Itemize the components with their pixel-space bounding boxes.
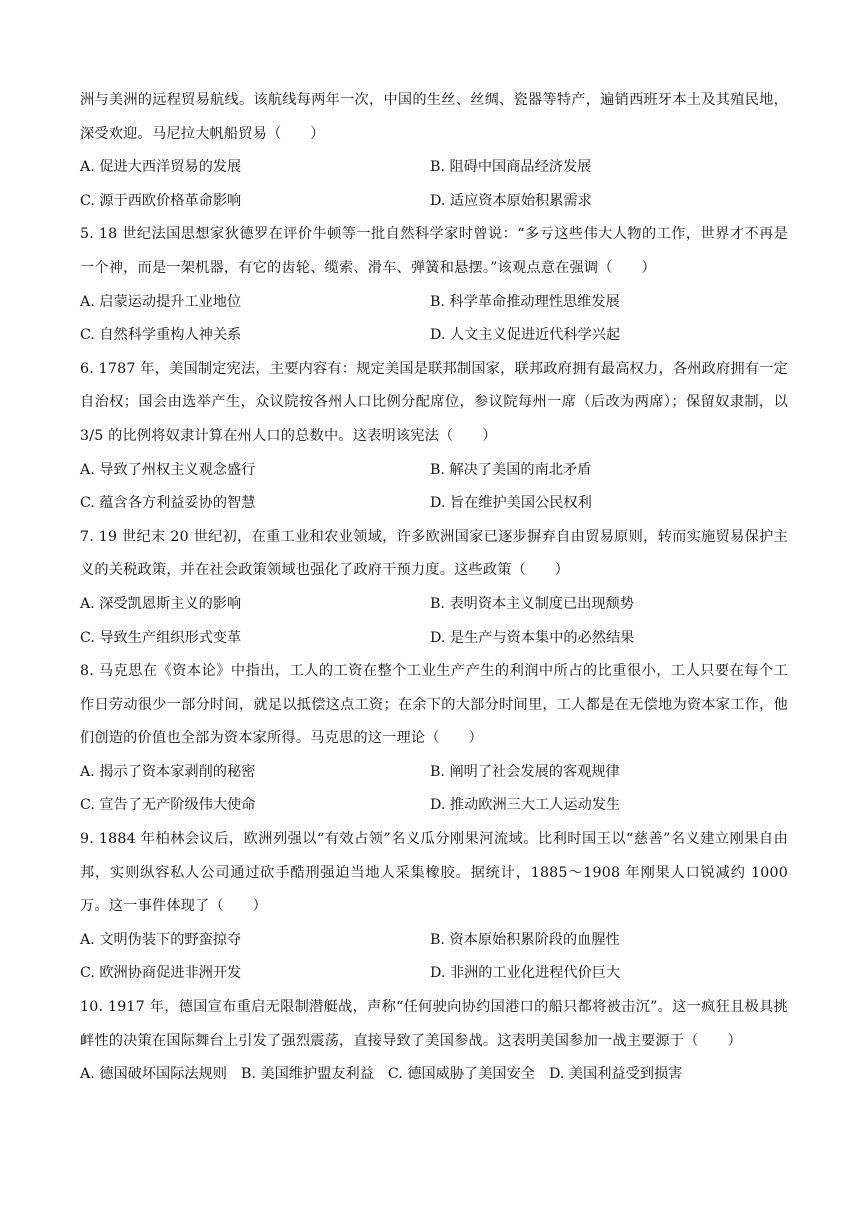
- option-b: B. 美国维护盟友利益: [240, 1066, 374, 1083]
- option-d: D. 是生产与资本集中的必然结果: [430, 629, 635, 646]
- question-5-options: [80, 286, 788, 353]
- option-a: A. 导致了州权主义观念盛行: [80, 461, 256, 478]
- option-a: A. 深受凯恩斯主义的影响: [80, 595, 242, 612]
- option-c: C. 源于西欧价格革命影响: [80, 192, 242, 209]
- option-b: B. 阐明了社会发展的客观规律: [430, 763, 620, 780]
- option-a: A. 德国破坏国际法规则: [80, 1066, 227, 1083]
- option-b: B. 阻碍中国商品经济发展: [430, 159, 592, 176]
- question-7-stem: 7. 19 世纪末 20 世纪初，在重工业和农业领域，许多欧洲国家已逐步摒弃自由贸易原则，转而实施贸易保护主义的关税政策，并在社会政策领域也强化了政府干预力度。这些政策（ ）: [80, 528, 788, 579]
- question-4-stem-continued: [80, 84, 788, 151]
- option-d: D. 适应资本原始积累需求: [430, 192, 592, 209]
- stem-line: 民地，深受欢迎。马尼拉大帆船贸易（ ）: [80, 92, 788, 142]
- question-9-options: [80, 924, 788, 991]
- question-6-options: [80, 454, 788, 521]
- question-10-options: [80, 1058, 788, 1092]
- question-7-options: [80, 588, 788, 655]
- exam-page: [80, 84, 788, 1092]
- option-a: A. 启蒙运动提升工业地位: [80, 293, 242, 310]
- question-6-stem: 6. 1787 年，美国制定宪法，主要内容有：规定美国是联邦制国家，联邦政府拥有最高权力，各州政府拥有一定自治权；国会由选举产生，众议院按各州人口比例分配席位，参议院每州一席（后改为两席）；保留奴隶制，以 3/5 的比例将奴隶计算在州人口的总数中。这表明该宪法（ ）: [80, 360, 788, 444]
- option-a: A. 促进大西洋贸易的发展: [80, 159, 242, 176]
- question-8-stem: 8. 马克思在《资本论》中指出，工人的工资在整个工业生产产生的利润中所占的比重很小，工人只要在每个工作日劳动很少一部分时间，就足以抵偿这点工资；在余下的大部分时间里，工人都是在无偿地为资本家工作，他们创造的价值也全部为资本家所得。马克思的这一理论（ ）: [80, 663, 788, 747]
- option-b: B. 科学革命推动理性思维发展: [430, 293, 620, 310]
- option-c: C. 欧洲协商促进非洲开发: [80, 965, 242, 982]
- stem-line: 洲与美洲的远程贸易航线。该航线每两年一次，中国的生丝、丝绸、瓷器等特产，遍销西班牙本土及其殖: [80, 92, 745, 108]
- option-c: C. 宣告了无产阶级伟大使命: [80, 797, 256, 814]
- question-8-options: [80, 756, 788, 823]
- question-9-stem: 9. 1884 年柏林会议后，欧洲列强以“有效占领”名义瓜分刚果河流域。比利时国王以“慈善”名义建立刚果自由邦，实则纵容私人公司通过砍手酷刑强迫当地人采集橡胶。据统计，1885～1908 年刚果人口锐减约 1000 万。这一事件体现了（ ）: [80, 831, 788, 915]
- option-d: D. 美国利益受到损害: [548, 1066, 683, 1083]
- option-d: D. 非洲的工业化进程代价巨大: [430, 965, 621, 982]
- option-b: B. 表明资本主义制度已出现颓势: [430, 595, 634, 612]
- option-d: D. 人文主义促进近代科学兴起: [430, 327, 621, 344]
- option-a: A. 文明伪装下的野蛮掠夺: [80, 931, 242, 948]
- question-10-stem: 10. 1917 年，德国宣布重启无限制潜艇战，声称“任何驶向协约国港口的船只都将被击沉”。这一疯狂且极具挑衅性的决策在国际舞台上引发了强烈震荡，直接导致了美国参战。这表明美国参加一战主要源于（ ）: [80, 999, 788, 1049]
- question-4-options: [80, 151, 788, 218]
- option-b: B. 资本原始积累阶段的血腥性: [430, 931, 620, 948]
- option-a: A. 揭示了资本家剥削的秘密: [80, 763, 256, 780]
- option-d: D. 旨在维护美国公民权利: [430, 495, 592, 512]
- question-5-stem: 5. 18 世纪法国思想家狄德罗在评价牛顿等一批自然科学家时曾说：“多亏这些伟大人物的工作，世界才不再是一个神，而是一架机器，有它的齿轮、缆索、滑车、弹簧和悬摆。”该观点意在强调（ ）: [80, 226, 788, 276]
- option-b: B. 解决了美国的南北矛盾: [430, 461, 592, 478]
- option-c: C. 蕴含各方利益妥协的智慧: [80, 495, 256, 512]
- option-c: C. 自然科学重构人神关系: [80, 327, 242, 344]
- option-d: D. 推动欧洲三大工人运动发生: [430, 797, 621, 814]
- option-c: C. 导致生产组织形式变革: [80, 629, 242, 646]
- option-c: C. 德国威胁了美国安全: [387, 1066, 535, 1083]
